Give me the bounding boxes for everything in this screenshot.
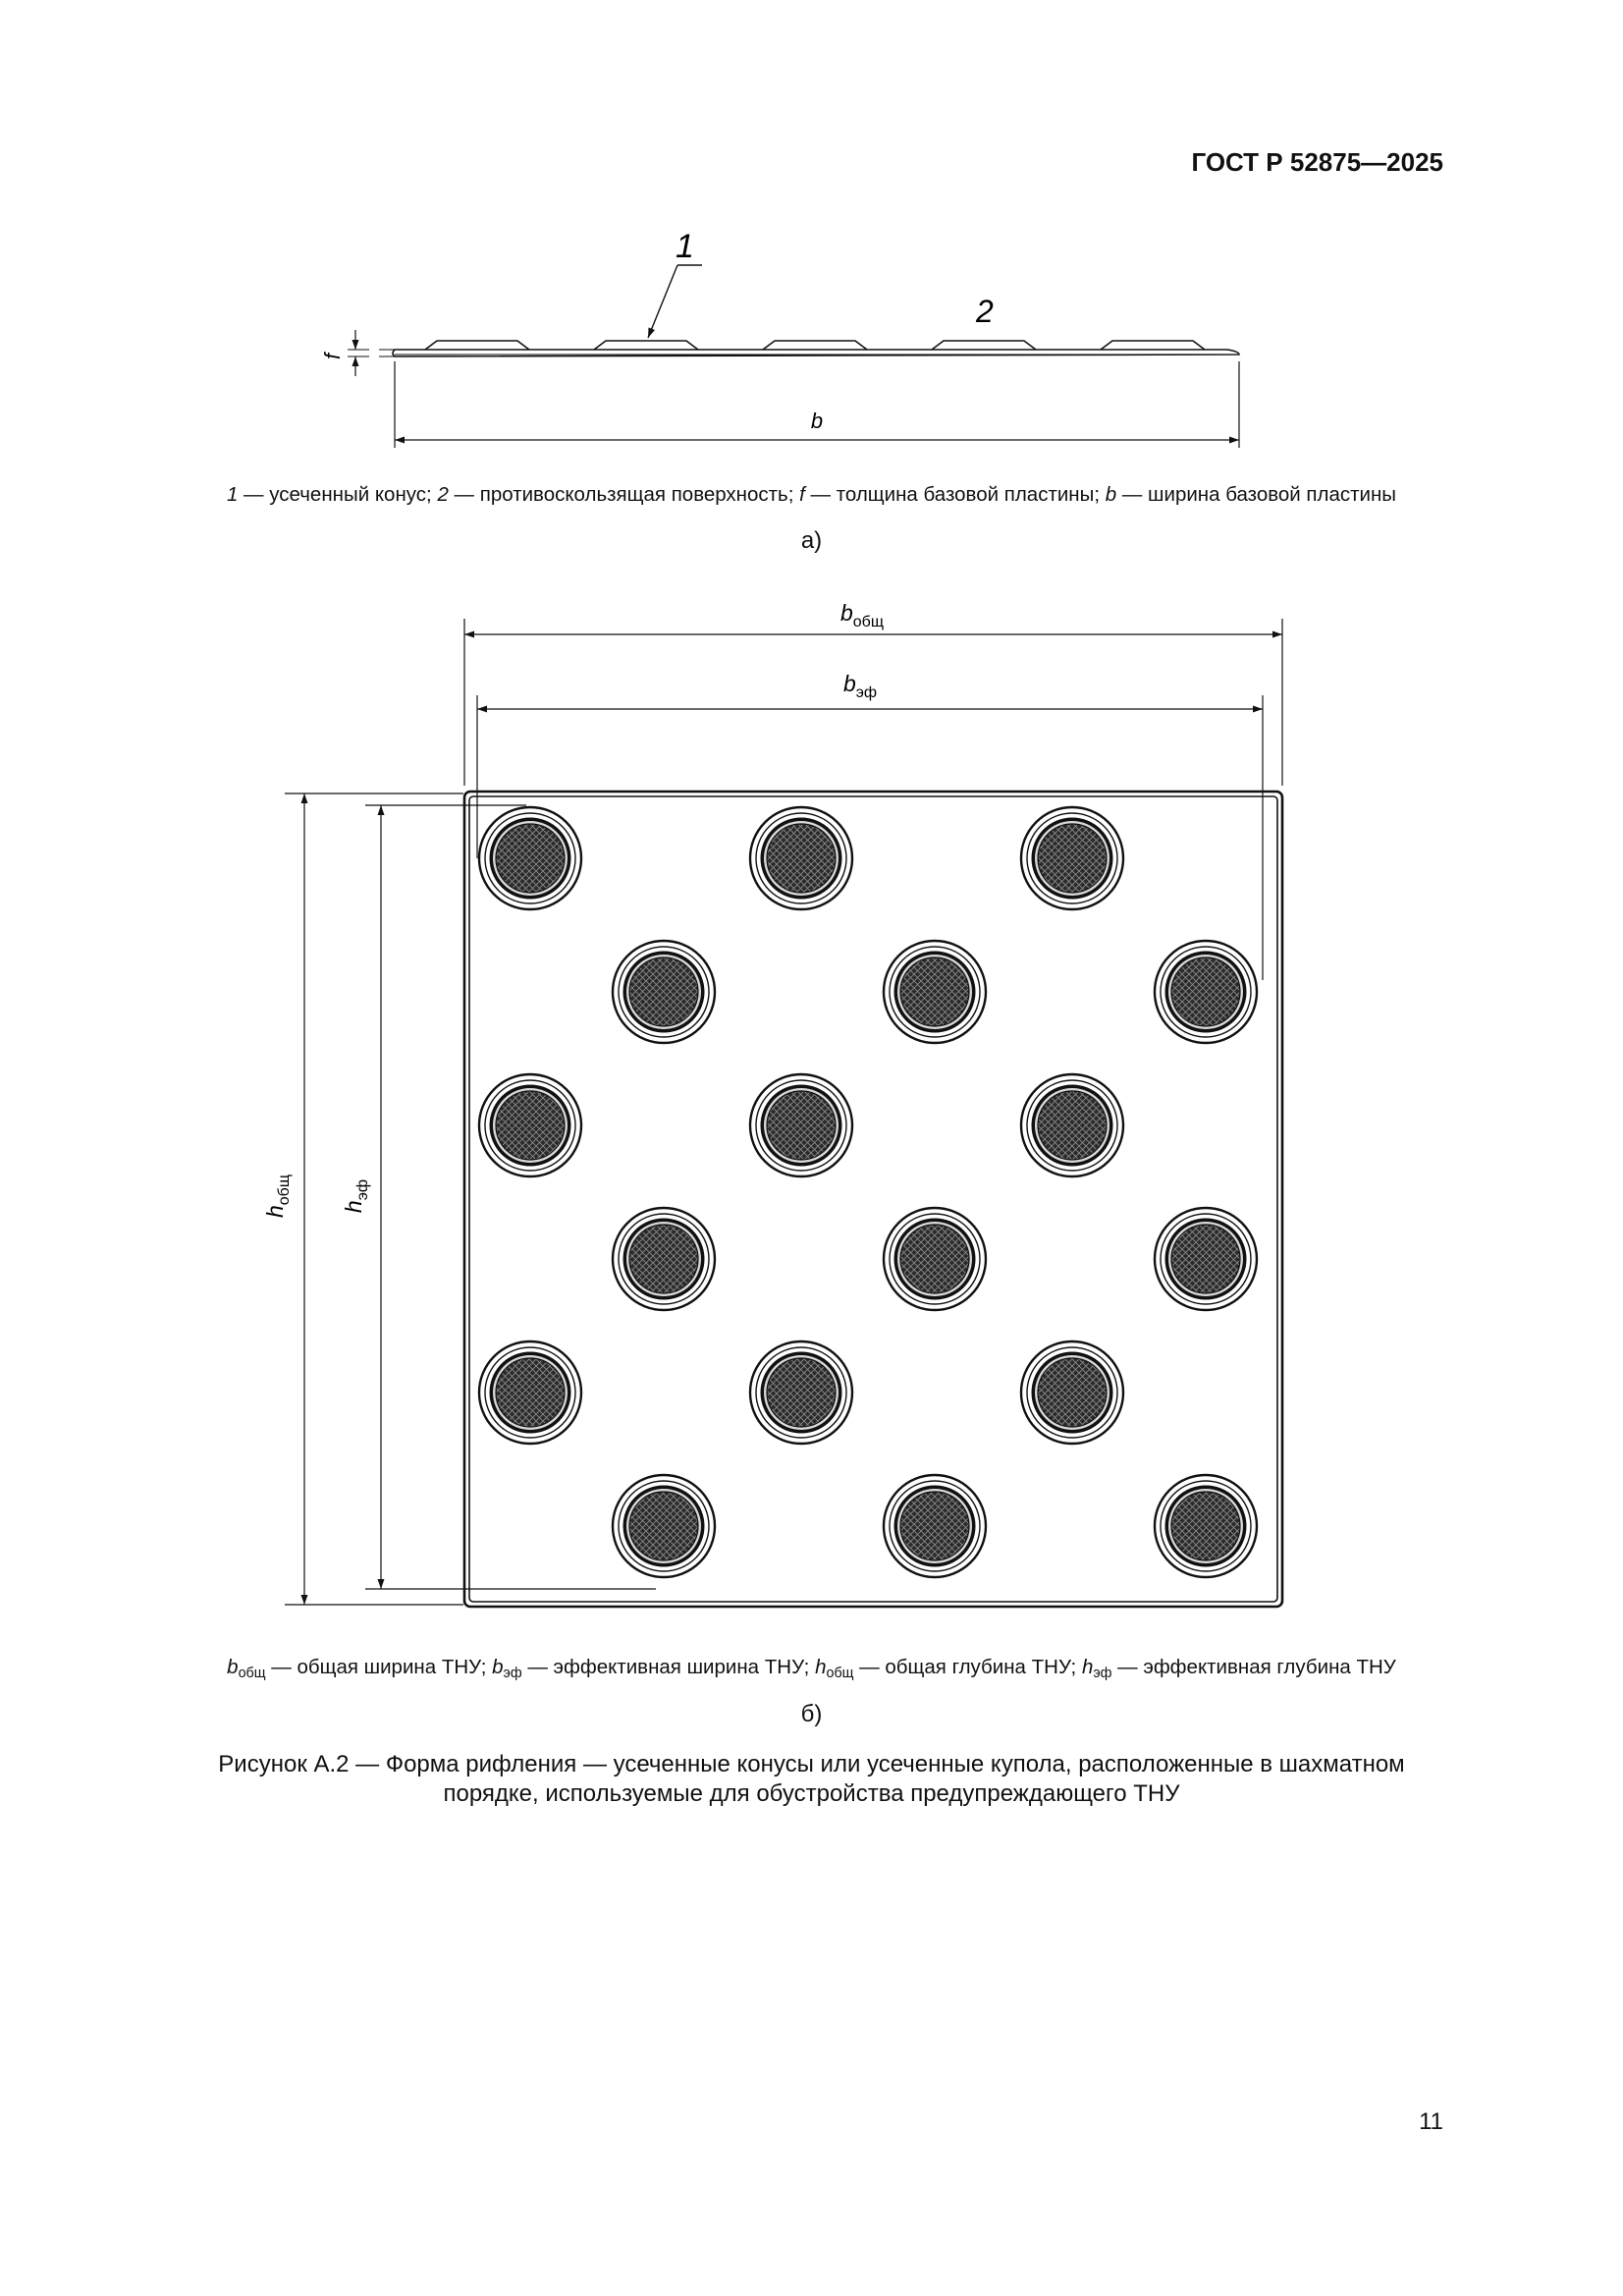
- figure-a-label: а): [800, 527, 823, 554]
- cone-profiles: [425, 341, 1205, 350]
- tactile-dot: [884, 1475, 986, 1577]
- dim-h-total-label: $h_{общ}$: [262, 1174, 293, 1219]
- plate-outline-outer: [464, 792, 1282, 1607]
- figure-title-line1: Рисунок А.2 — Форма рифления — усеченные конусы или усеченные купола, расположенные в шахматном: [218, 1751, 1405, 1777]
- tactile-dot: [479, 807, 581, 909]
- tactile-dot: [479, 1341, 581, 1444]
- figure-b-legend: $b_{общ}$ — общая ширина ТНУ; $b_{эф}$ — эффективная ширина ТНУ; $h_{общ}$ — общая глубина ТНУ; $h_{эф}$ — эффективная глубина ТНУ: [227, 1656, 1396, 1681]
- figure-a-legend: 1 — усеченный конус; 2 — противоскользящая поверхность; f — толщина базовой пластины; b — ширина базовой пластины: [226, 483, 1397, 506]
- callout-1-label: 1: [676, 228, 694, 265]
- figure-b-label: б): [800, 1701, 823, 1727]
- tactile-dot: [1155, 1208, 1257, 1310]
- callout-2-label: 2: [976, 294, 994, 329]
- figure-title-line2: порядке, используемые для обустройства предупреждающего ТНУ: [443, 1780, 1180, 1807]
- tactile-dot: [750, 807, 852, 909]
- tactile-dot: [1021, 1341, 1123, 1444]
- tactile-dot: [750, 1074, 852, 1176]
- standard-code: ГОСТ Р 52875—2025: [1191, 147, 1443, 177]
- tactile-dot: [479, 1074, 581, 1176]
- dim-b-label: b: [810, 409, 824, 433]
- tactile-dot: [1021, 807, 1123, 909]
- tactile-dot: [613, 941, 715, 1043]
- base-plate: [393, 350, 1239, 356]
- tactile-dot: [750, 1341, 852, 1444]
- figure-title: [137, 1750, 1486, 1809]
- tactile-dot: [1155, 1475, 1257, 1577]
- plate-outline-inner: [469, 796, 1277, 1602]
- dim-h-eff-label: $h_{эф}$: [341, 1178, 371, 1214]
- tactile-dot: [1021, 1074, 1123, 1176]
- tactile-dot: [613, 1208, 715, 1310]
- dim-b-total-label: $b_{общ}$: [839, 600, 885, 630]
- figure-a-profile: [0, 0, 1623, 471]
- dim-f-label: f: [320, 353, 345, 359]
- figure-b-plan: [0, 589, 1623, 1630]
- page-number: 11: [1419, 2108, 1443, 2135]
- tactile-dot: [884, 1208, 986, 1310]
- tactile-dots: [479, 807, 1257, 1577]
- tactile-dot: [1155, 941, 1257, 1043]
- dim-b-eff-label: $b_{эф}$: [842, 671, 878, 701]
- tactile-dot: [613, 1475, 715, 1577]
- tactile-dot: [884, 941, 986, 1043]
